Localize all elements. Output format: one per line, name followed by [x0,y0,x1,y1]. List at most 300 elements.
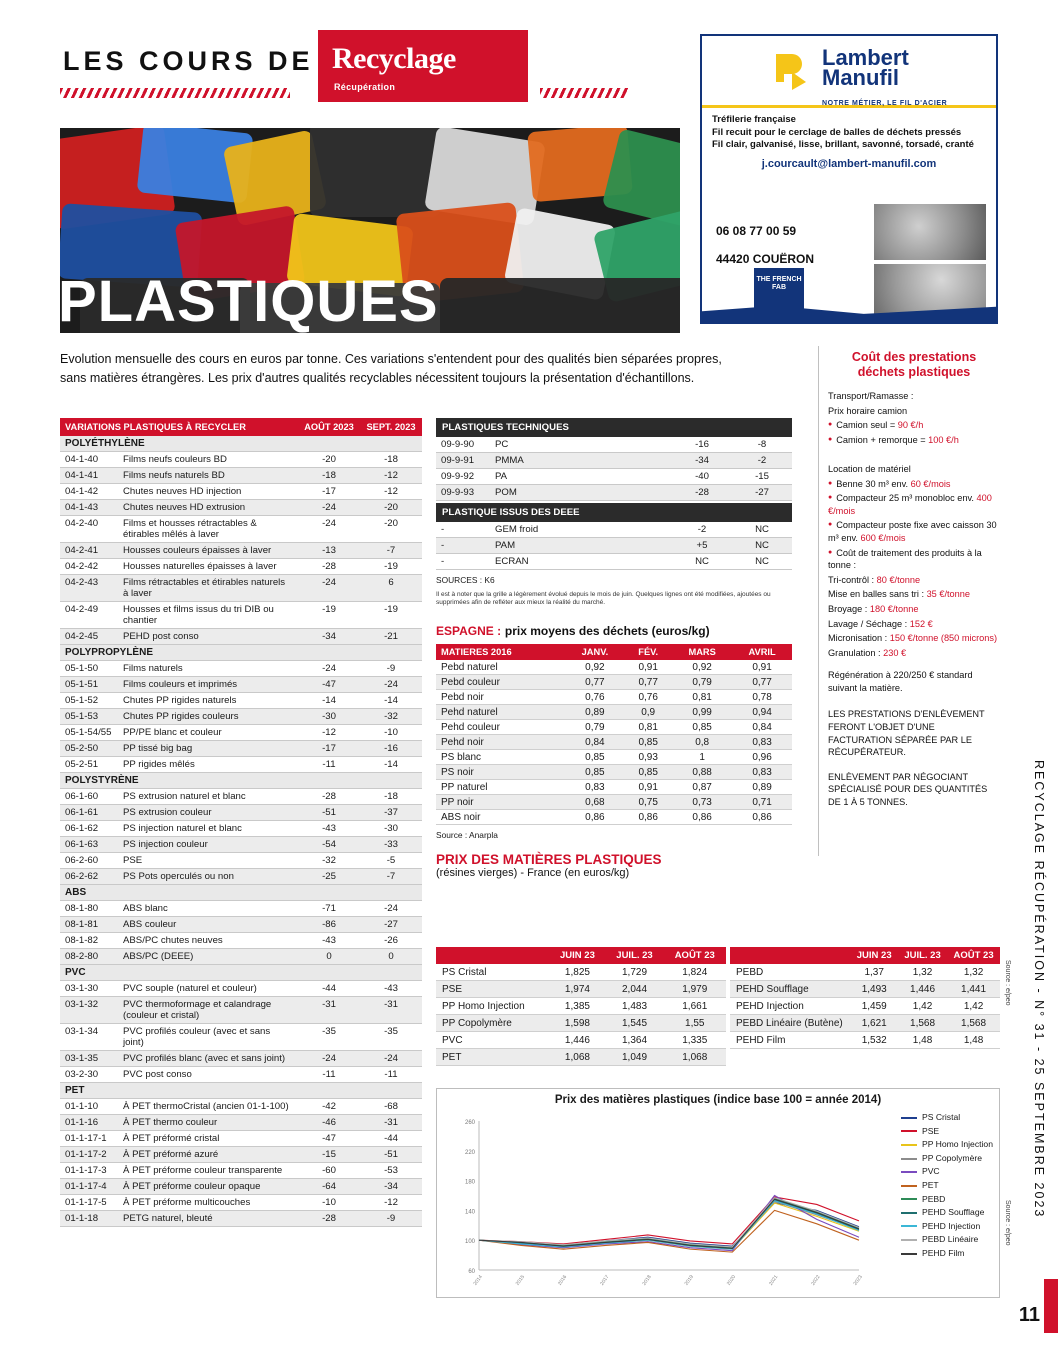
table-row [436,1049,726,1066]
ad-body [702,108,996,170]
group-label: ABS [60,885,422,901]
row-value-sep: -2 [732,453,792,469]
legend-swatch [901,1212,917,1214]
espagne-value: 0,77 [566,675,625,690]
vertical-rule [818,346,819,856]
row-label: Housses et films issus du tri DIB ou chantier [118,602,298,629]
row-label: PS extrusion couleur [118,805,298,821]
row-label: PVC post conso [118,1067,298,1083]
espagne-value: 0,91 [624,780,672,795]
prix-left-table [436,947,726,1066]
couts-line-text: Granulation : [828,647,884,658]
row-value-sep: -7 [360,543,422,559]
prix-material: PEHD Soufflage [730,981,850,998]
chart-legend-item [901,1111,993,1125]
svg-text:2015: 2015 [514,1274,527,1287]
prix-material: PSE [436,981,549,998]
prix-value: 1,068 [664,1049,726,1066]
table-row [60,559,422,575]
row-code: 04-2-49 [60,602,118,629]
prix-value: 1,979 [664,981,726,998]
table-row [436,750,792,765]
ad-brand-line2: Manufil [822,65,899,90]
row-value-aug: -30 [298,709,360,725]
table-row [60,1024,422,1051]
table-row [60,709,422,725]
row-code: 03-1-34 [60,1024,118,1051]
ad-brand [822,45,948,114]
prix-value: 1,446 [898,981,947,998]
hatch-right [540,88,628,98]
row-value-sep: -18 [360,789,422,805]
table-row [60,693,422,709]
table-row [60,725,422,741]
espagne-material: Pehd naturel [436,705,566,720]
row-label: ABS/PC (DEEE) [118,949,298,965]
french-fab-badge: THE FRENCH FAB [754,268,804,314]
table-row [436,469,792,485]
prix-value: 1,729 [606,964,664,981]
espagne-value: 0,86 [624,810,672,825]
ad-line1: Tréfilerie française [712,114,796,125]
ad-photo-wire-coil [874,204,986,260]
page-tab [1044,1279,1058,1333]
row-label: Chutes PP rigides couleurs [118,709,298,725]
espagne-value: 0,9 [624,705,672,720]
chart-legend-item [901,1220,993,1234]
espagne-value: 0,8 [672,735,732,750]
row-value-aug: -25 [298,869,360,885]
table-row [436,554,792,570]
table-row [60,516,422,543]
row-label: À PET préforme multicouches [118,1195,298,1211]
espagne-material: Pebd noir [436,690,566,705]
row-label: PA [490,469,672,485]
row-value-sep: -31 [360,997,422,1024]
espagne-value: 0,93 [624,750,672,765]
row-value-sep: -30 [360,821,422,837]
row-code: 09-9-90 [436,437,490,453]
row-label: Chutes neuves HD extrusion [118,500,298,516]
row-value-aug: -31 [298,997,360,1024]
couts-line [828,463,1000,476]
legend-label: PVC [921,1166,940,1177]
row-label: Films et housses rétractables & étirables mêlés à laver [118,516,298,543]
row-code: 05-1-50 [60,661,118,677]
couts-line [828,478,1000,491]
deee-table [436,522,792,570]
ad-line2: Fil recuit pour le cerclage de balles de déchets pressés [712,126,962,138]
row-code: 03-1-35 [60,1051,118,1067]
espagne-value: 0,91 [732,660,792,675]
advertisement[interactable] [700,34,998,324]
row-value-sep: 6 [360,575,422,602]
row-value-sep: NC [732,554,792,570]
chart-legend-item [901,1247,993,1261]
table-row [60,1195,422,1211]
prix-title: PRIX DES MATIÈRES PLASTIQUES [436,852,662,867]
table-row [60,1179,422,1195]
row-code: 09-9-92 [436,469,490,485]
legend-swatch [901,1117,917,1119]
espagne-value: 0,88 [672,765,732,780]
masthead-kicker: LES COURS DE [63,46,314,76]
espagne-value: 0,89 [566,705,625,720]
row-code: 01-1-17-4 [60,1179,118,1195]
espagne-value: 0,96 [732,750,792,765]
row-value-aug: -28 [298,789,360,805]
row-code: 06-1-61 [60,805,118,821]
table-row [436,453,792,469]
legend-swatch [901,1198,917,1200]
row-label: PSE [118,853,298,869]
row-value-sep: -24 [360,677,422,693]
row-label: GEM froid [490,522,672,538]
prix-value: 1,335 [664,1032,726,1049]
ad-email[interactable]: j.courcault@lambert-manufil.com [761,157,937,170]
row-label: PVC thermoformage et calandrage (couleur et cristal) [118,997,298,1024]
table-row [60,821,422,837]
espagne-value: 0,85 [672,720,732,735]
espagne-value: 0,86 [566,810,625,825]
prix-col-header [730,947,850,964]
legend-label: PSE [921,1125,940,1136]
table-row [60,1131,422,1147]
prix-material: PP Homo Injection [436,998,549,1015]
row-value-aug: -12 [298,725,360,741]
espagne-value: 0,86 [732,810,792,825]
table-row [60,543,422,559]
prix-value: 1,42 [898,998,947,1015]
techniques-table [436,437,792,501]
row-value-sep: 0 [360,949,422,965]
chart-title: Prix des matières plastiques (indice base 100 = année 2014) [554,1094,882,1106]
prix-col-header: JUIN 23 [850,947,898,964]
row-value-sep: -51 [360,1147,422,1163]
row-code: 08-1-80 [60,901,118,917]
espagne-col-header: MARS [672,644,732,660]
couts-line-value: 180 €/tonne [869,603,919,614]
table-row [60,1211,422,1227]
recyclage-logo [318,30,528,102]
table-row [60,981,422,997]
row-code: 01-1-16 [60,1115,118,1131]
row-value-aug: -42 [298,1099,360,1115]
couts-p1: LES PRESTATIONS D'ENLÈVEMENT FERONT L'OBJET D'UNE FACTURATION SÉPARÉE PAR LE RÉCUPÉRATEUR. [828,709,985,758]
couts-line-text: Prix horaire camion [828,405,908,416]
row-label: PP rigides mêlés [118,757,298,773]
row-value-aug: -24 [298,661,360,677]
svg-text:220: 220 [464,1149,475,1156]
espagne-material: PP noir [436,795,566,810]
espagne-value: 0,79 [672,675,732,690]
legend-label: PP Copolymère [921,1152,982,1163]
row-value-aug: -24 [298,1051,360,1067]
couts-line-value: 600 €/mois [860,532,906,543]
prix-source: Source : e/peo [1004,960,1011,1006]
table-row [60,575,422,602]
techniques-title: PLASTIQUES TECHNIQUES [436,418,792,437]
variations-group-header [60,885,422,901]
table-row [60,949,422,965]
table-row [60,853,422,869]
ad-phone: 06 08 77 00 59 [716,224,797,238]
row-value-aug: -35 [298,1024,360,1051]
prix-value: 1,621 [850,1015,898,1032]
row-label: Chutes PP rigides naturels [118,693,298,709]
row-code: 01-1-17-5 [60,1195,118,1211]
couts-line [828,547,1000,572]
prix-value: 1,568 [898,1015,947,1032]
table-row [60,468,422,484]
row-label: ABS couleur [118,917,298,933]
prix-value: 1,48 [898,1032,947,1049]
row-label: Housses couleurs épaisses à laver [118,543,298,559]
table-row [60,1163,422,1179]
couts-line-text: Compacteur 25 m³ monobloc env. [836,493,977,504]
row-value-sep: -24 [360,1051,422,1067]
row-label: POM [490,485,672,501]
espagne-value: 0,83 [566,780,625,795]
row-label: PEHD post conso [118,629,298,645]
table-row [436,810,792,825]
row-value-aug: -43 [298,933,360,949]
row-value-aug: -34 [298,629,360,645]
couts-line-value: 60 €/mois [910,478,951,489]
row-code: 01-1-10 [60,1099,118,1115]
row-code: 04-1-42 [60,484,118,500]
row-value-sep: -8 [732,437,792,453]
row-code: 05-1-51 [60,677,118,693]
row-value-aug: -10 [298,1195,360,1211]
row-value-sep: -27 [732,485,792,501]
couts-line-value: 35 €/tonne [926,589,970,600]
lambert-logo-icon [770,50,814,94]
table-row [60,837,422,853]
row-label: PVC souple (naturel et couleur) [118,981,298,997]
row-label: Films neufs naturels BD [118,468,298,484]
espagne-value: 0,84 [566,735,625,750]
legend-swatch [901,1144,917,1146]
row-label: Chutes neuves HD injection [118,484,298,500]
prix-material: PS Cristal [436,964,549,981]
espagne-col-header: FÉV. [624,644,672,660]
legend-swatch [901,1171,917,1173]
espagne-value: 1 [672,750,732,765]
row-value-sep: NC [732,522,792,538]
row-value-aug: -54 [298,837,360,853]
legend-swatch [901,1253,917,1255]
espagne-value: 0,73 [672,795,732,810]
prix-col-header: AOÛT 23 [947,947,1000,964]
table-row [436,522,792,538]
logo-main-text: Recyclage [332,42,456,75]
couts-line-text: Compacteur poste fixe avec caisson 30 m³ env. [828,520,997,543]
row-value-sep: -12 [360,1195,422,1211]
couts-p2: ENLÈVEMENT PAR NÉGOCIANT SPÉCIALISÉ POUR DES QUANTITÉS DE 1 À 5 TONNES. [828,771,988,808]
row-code: 04-2-45 [60,629,118,645]
couts-line-text: Tri-contrôl : [828,574,877,585]
espagne-value: 0,71 [732,795,792,810]
legend-label: PP Homo Injection [921,1139,993,1150]
variations-group-header [60,1083,422,1099]
table-row [60,1099,422,1115]
prix-material: PET [436,1049,549,1066]
row-code: 03-2-30 [60,1067,118,1083]
table-row [436,964,726,981]
row-code: - [436,522,490,538]
variations-table [60,418,422,1227]
prix-material: PVC [436,1032,549,1049]
legend-label: PEBD Linéaire [921,1234,979,1245]
row-label: PS Pots operculés ou non [118,869,298,885]
table-row [436,998,726,1015]
row-value-sep: -27 [360,917,422,933]
couts-line-text: Mise en balles sans tri : [828,589,927,600]
row-label: ABS blanc [118,901,298,917]
row-value-aug: -13 [298,543,360,559]
svg-text:2021: 2021 [768,1274,780,1287]
row-value-sep: -20 [360,500,422,516]
row-value-sep: -14 [360,757,422,773]
couts-line [828,574,1000,587]
row-label: PS injection couleur [118,837,298,853]
row-code: 06-1-63 [60,837,118,853]
espagne-value: 0,94 [732,705,792,720]
row-value-sep: -19 [360,559,422,575]
row-value-sep: -10 [360,725,422,741]
row-value-aug: -32 [298,853,360,869]
espagne-col-header: AVRIL [732,644,792,660]
espagne-material: Pehd couleur [436,720,566,735]
row-value-aug: -16 [672,437,732,453]
chart-legend-item [901,1152,993,1166]
chart-legend-item [901,1125,993,1139]
legend-label: PEBD [921,1193,946,1204]
row-label: À PET préforme couleur opaque [118,1179,298,1195]
ad-header [702,36,996,108]
row-label: À PET thermoCristal (ancien 01-1-100) [118,1099,298,1115]
hero-title: PLASTIQUES [58,269,439,334]
couts-line-value: 230 € [883,647,907,658]
couts-line [828,448,1000,461]
espagne-value: 0,86 [672,810,732,825]
row-code: 09-9-91 [436,453,490,469]
prix-value: 1,32 [947,964,1000,981]
row-value-sep: -53 [360,1163,422,1179]
espagne-col-header: MATIERES 2016 [436,644,566,660]
row-code: 01-1-17-3 [60,1163,118,1179]
prix-col-header [436,947,549,964]
prix-value: 1,385 [549,998,605,1015]
group-label: POLYPROPYLÈNE [60,645,422,661]
couts-line-value: 100 €/h [928,434,959,445]
row-value-aug: -24 [298,500,360,516]
row-value-sep: -37 [360,805,422,821]
table-row [436,538,792,554]
row-label: PVC profilés couleur (avec et sans joint) [118,1024,298,1051]
row-code: 09-9-93 [436,485,490,501]
table-row [60,901,422,917]
espagne-value: 0,85 [566,765,625,780]
espagne-material: PS blanc [436,750,566,765]
espagne-value: 0,83 [732,765,792,780]
prix-col-header: AOÛT 23 [664,947,726,964]
row-value-sep: -15 [732,469,792,485]
row-label: PP tissé big bag [118,741,298,757]
prix-material: PEBD Linéaire (Butène) [730,1015,850,1032]
row-value-sep: -11 [360,1067,422,1083]
espagne-material: Pebd couleur [436,675,566,690]
table-row [436,795,792,810]
couts-line-text: Broyage : [828,603,870,614]
row-code: 05-1-53 [60,709,118,725]
prix-value: 1,42 [947,998,1000,1015]
mid-column [436,418,792,879]
row-label: PP/PE blanc et couleur [118,725,298,741]
espagne-value: 0,77 [732,675,792,690]
table-row [60,997,422,1024]
espagne-value: 0,76 [566,690,625,705]
couts-line-text: Camion seul = [836,420,898,431]
ad-city: 44420 COUËRON [716,252,815,266]
couts-title: Coût des prestations déchets plastiques [851,350,977,379]
row-value-aug: -46 [298,1115,360,1131]
prix-subtitle: (résines vierges) - France (en euros/kg) [436,867,630,879]
variations-group-header [60,773,422,789]
prix-value: 1,483 [606,998,664,1015]
row-label: Films naturels [118,661,298,677]
row-value-aug: -43 [298,821,360,837]
table-row [60,869,422,885]
row-value-aug: -24 [298,516,360,543]
row-value-aug: -2 [672,522,732,538]
row-code: 06-2-60 [60,853,118,869]
chart-legend-item [901,1179,993,1193]
row-value-sep: -19 [360,602,422,629]
row-value-sep: -12 [360,468,422,484]
couts-line-text: Coût de traitement des produits à la tonne : [828,547,982,571]
table-row [60,452,422,468]
row-code: 06-2-62 [60,869,118,885]
table-row [60,933,422,949]
svg-text:2016: 2016 [556,1274,569,1287]
espagne-value: 0,92 [672,660,732,675]
prix-material: PEHD Film [730,1032,850,1049]
couts-line-value: 150 €/tonne (850 microns) [889,633,998,644]
row-code: - [436,538,490,554]
table-row [60,917,422,933]
table-row [730,981,1000,998]
variations-group-header [60,965,422,981]
row-label: PMMA [490,453,672,469]
row-label: Films couleurs et imprimés [118,677,298,693]
row-value-aug: -64 [298,1179,360,1195]
row-label: ABS/PC chutes neuves [118,933,298,949]
row-value-sep: -34 [360,1179,422,1195]
espagne-table [436,644,792,825]
row-value-aug: -19 [298,602,360,629]
page-number: 11 [1018,1304,1040,1326]
prix-value: 1,55 [664,1015,726,1032]
row-value-sep: -7 [360,869,422,885]
prix-value: 1,545 [606,1015,664,1032]
row-code: 06-1-60 [60,789,118,805]
legend-label: PEHD Soufflage [921,1207,985,1218]
row-label: Housses naturelles épaisses à laver [118,559,298,575]
row-code: 04-1-43 [60,500,118,516]
group-label: PVC [60,965,422,981]
